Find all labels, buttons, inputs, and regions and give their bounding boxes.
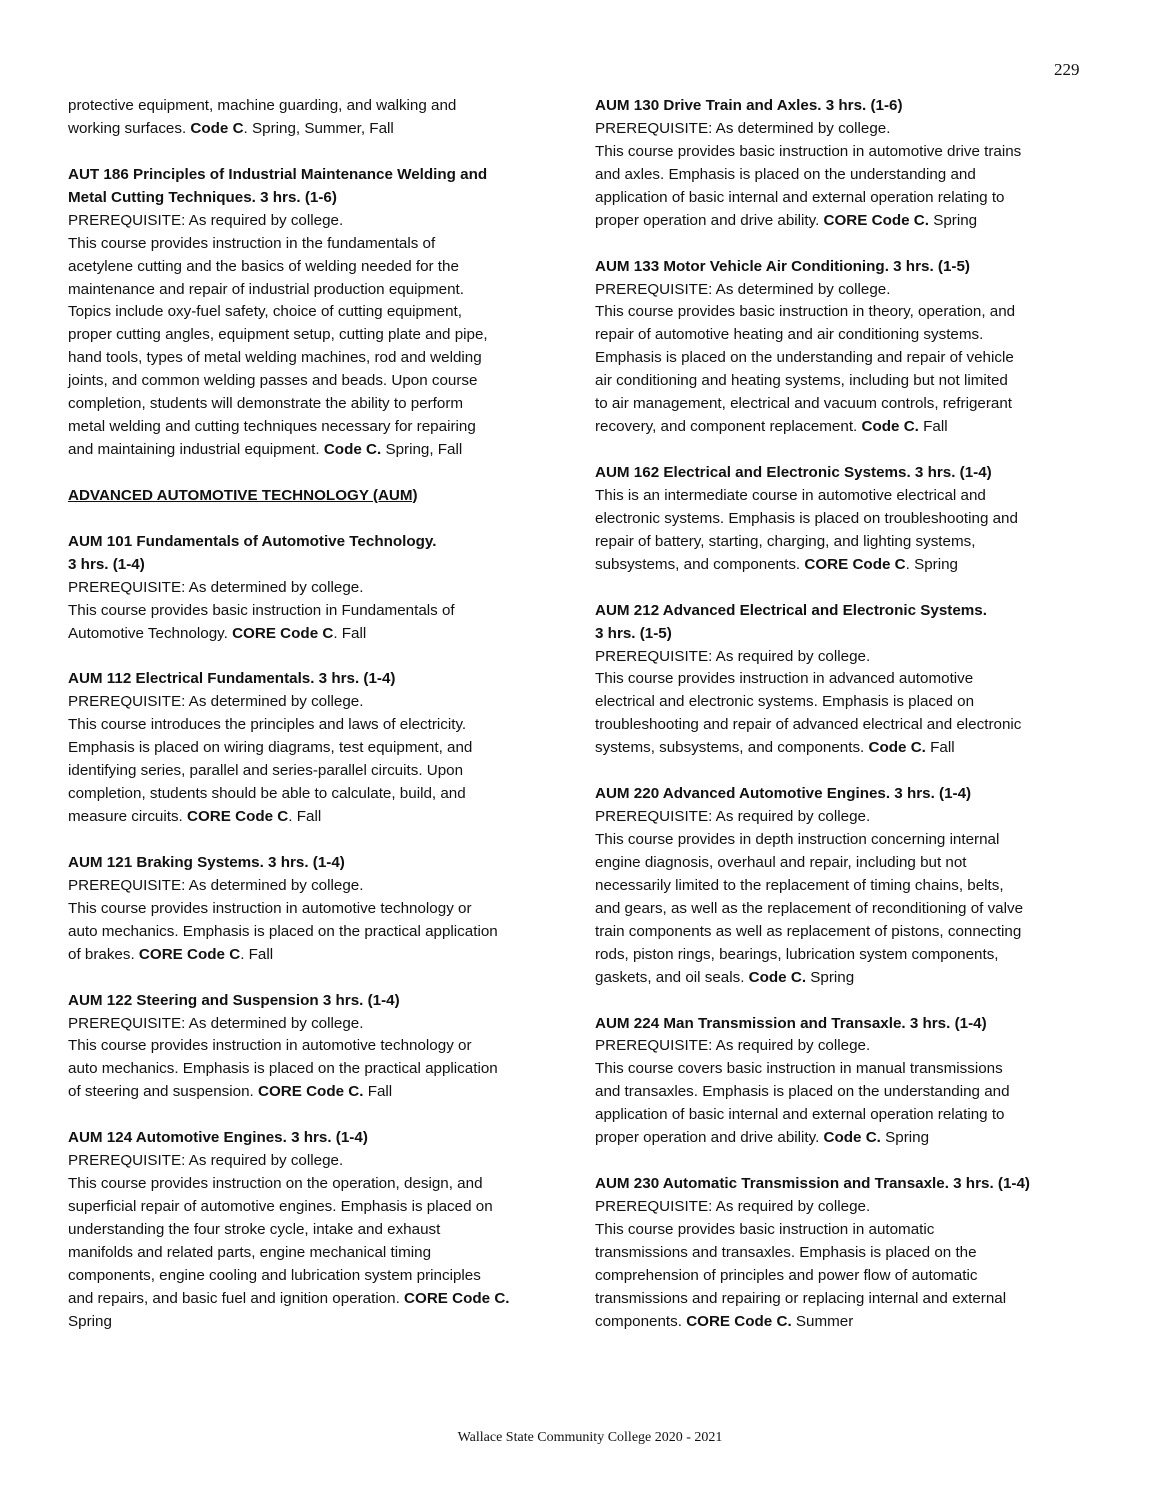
text-line — [68, 623, 568, 646]
text-run: This course provides basic instruction in automotive drive trains — [595, 142, 1022, 160]
page-number: 229 — [1054, 60, 1080, 79]
text-line — [68, 577, 568, 600]
text-run: completion, students will demonstrate the ability to perform — [68, 395, 464, 413]
text-run: superficial repair of automotive engines. Emphasis is placed on — [68, 1198, 493, 1215]
text-run: proper operation and drive ability. — [595, 1129, 824, 1147]
text-line — [68, 485, 568, 508]
text-line — [68, 256, 568, 279]
text-line — [595, 210, 1095, 233]
blank-line — [595, 233, 1095, 256]
text-run: This course provides instruction in automotive technology or — [68, 899, 472, 917]
text-line — [68, 1219, 568, 1242]
text-line — [595, 1058, 1095, 1081]
bold-text: Code C. — [323, 441, 382, 459]
text-run: and maintaining industrial equipment. — [68, 441, 324, 459]
text-line — [68, 921, 568, 944]
text-line — [595, 301, 1095, 324]
text-run: necessarily limited to the replacement of timing chains, belts, — [595, 876, 1004, 894]
text-run: PREREQUISITE: As determined by college. — [68, 876, 364, 894]
text-run: This course provides instruction in the fundamentals of — [68, 234, 436, 252]
text-line — [68, 898, 568, 921]
text-line — [595, 829, 1095, 852]
text-line — [68, 1035, 568, 1058]
blank-line — [595, 990, 1095, 1013]
text-line — [68, 691, 568, 714]
blank-line — [68, 1104, 568, 1127]
bold-text: AUM 162 Electrical and Electronic Systems. 3 hrs. (1-4) — [595, 464, 992, 481]
text-run: . Spring, Summer, Fall — [243, 119, 394, 137]
text-line — [68, 737, 568, 760]
text-run: PREREQUISITE: As determined by college. — [68, 1014, 364, 1032]
text-run: This course provides basic instruction in Fundamentals of — [68, 601, 455, 619]
blank-line — [68, 508, 568, 531]
text-run: Spring — [806, 968, 855, 986]
text-line — [68, 1196, 568, 1219]
text-line — [68, 95, 568, 118]
text-run: to air management, electrical and vacuum controls, refrigerant — [595, 395, 1013, 413]
text-line — [595, 554, 1095, 577]
text-run: PREREQUISITE: As required by college. — [595, 1037, 871, 1055]
text-run: This course provides instruction in automotive technology or — [68, 1037, 472, 1055]
text-line — [68, 164, 568, 187]
blank-line — [595, 577, 1095, 600]
text-run: Fall — [918, 418, 948, 436]
bold-text: AUM 224 Man Transmission and Transaxle. 3 hrs. (1-4) — [595, 1014, 987, 1032]
text-line — [68, 1081, 568, 1104]
section-heading: ADVANCED AUTOMOTIVE TECHNOLOGY (AUM) — [68, 486, 418, 504]
text-line — [595, 370, 1095, 393]
text-run: components, engine cooling and lubrication system principles — [68, 1266, 481, 1284]
bold-text: CORE Code C — [232, 624, 334, 642]
text-run: acetylene cutting and the basics of welding needed for the — [68, 257, 459, 275]
text-run: electrical and electronic systems. Emphasis is placed on — [595, 693, 975, 711]
text-run: recovery, and component replacement. — [595, 418, 862, 436]
text-run: Summer — [791, 1312, 854, 1330]
bold-text: AUM 122 Steering and Suspension 3 hrs. (1-4) — [68, 991, 400, 1009]
bold-text: CORE Code C — [187, 808, 289, 826]
text-run: and repairs, and basic fuel and ignition operation. — [68, 1289, 405, 1307]
bold-text: Code C. — [748, 968, 807, 986]
bold-text: AUM 124 Automotive Engines. 3 hrs. (1-4) — [68, 1129, 368, 1147]
bold-text: 3 hrs. (1-5) — [595, 624, 672, 642]
bold-text: CORE Code C — [804, 555, 906, 573]
text-run: understanding the four stroke cycle, intake and exhaust — [68, 1220, 441, 1238]
text-line — [595, 852, 1095, 875]
bold-text: Code C. — [861, 418, 919, 436]
text-run: This course covers basic instruction in manual transmissions — [595, 1060, 1003, 1078]
text-line — [68, 760, 568, 783]
text-line — [68, 279, 568, 302]
text-line — [595, 279, 1095, 302]
text-line — [68, 393, 568, 416]
right-column — [595, 95, 1095, 1334]
text-line — [68, 806, 568, 829]
text-run: This course provides instruction on the operation, design, and — [68, 1175, 483, 1193]
text-line — [595, 783, 1095, 806]
bold-text: 3 hrs. (1-4) — [68, 555, 145, 573]
text-line — [595, 164, 1095, 187]
text-run: of brakes. — [68, 945, 139, 963]
text-run: and gears, as well as the replacement of reconditioning of valve — [595, 899, 1024, 917]
text-line — [68, 852, 568, 875]
bold-text: Code C. — [823, 1129, 881, 1147]
blank-line — [68, 462, 568, 485]
bold-text: AUT 186 Principles of Industrial Maintenance Welding and — [68, 165, 488, 183]
text-run: metal welding and cutting techniques necessary for repairing — [68, 418, 476, 436]
text-run: . Fall — [240, 945, 274, 963]
text-run: gaskets, and oil seals. — [595, 968, 749, 986]
text-run: . Fall — [288, 808, 322, 826]
text-line — [595, 95, 1095, 118]
text-line — [68, 1288, 568, 1311]
text-run: and axles. Emphasis is placed on the understanding and — [595, 165, 976, 183]
text-line — [595, 485, 1095, 508]
text-run: PREREQUISITE: As required by college. — [595, 1198, 871, 1215]
bold-text: AUM 130 Drive Train and Axles. 3 hrs. (1-6) — [595, 97, 903, 114]
text-line — [68, 1173, 568, 1196]
text-run: systems, subsystems, and components. — [595, 739, 869, 757]
text-run: repair of battery, starting, charging, and lighting systems, — [595, 532, 976, 550]
text-line — [595, 1242, 1095, 1265]
text-run: of steering and suspension. — [68, 1083, 258, 1101]
text-line — [68, 668, 568, 691]
text-line — [68, 416, 568, 439]
text-line — [595, 118, 1095, 141]
text-run: Spring — [880, 1129, 930, 1147]
text-line — [595, 967, 1095, 990]
text-line — [68, 1311, 568, 1334]
text-line — [595, 1104, 1095, 1127]
text-line — [595, 875, 1095, 898]
text-line — [68, 1058, 568, 1081]
text-run: This course provides basic instruction in theory, operation, and — [595, 303, 1016, 321]
text-run: auto mechanics. Emphasis is placed on the practical application — [68, 922, 498, 940]
text-line — [68, 554, 568, 577]
text-line — [68, 1013, 568, 1036]
text-run: identifying series, parallel and series-parallel circuits. Upon — [68, 762, 464, 780]
text-line — [595, 1311, 1095, 1334]
text-line — [595, 416, 1095, 439]
text-line — [595, 324, 1095, 347]
text-line — [595, 944, 1095, 967]
text-line — [595, 737, 1095, 760]
text-run: This course provides basic instruction in automatic — [595, 1220, 935, 1238]
text-line — [68, 187, 568, 210]
text-line — [68, 990, 568, 1013]
text-line — [595, 347, 1095, 370]
text-run: repair of automotive heating and air conditioning systems. — [595, 326, 984, 344]
blank-line — [595, 439, 1095, 462]
bold-text: AUM 230 Automatic Transmission and Transaxle. 3 hrs. (1-4) — [595, 1175, 1030, 1193]
text-line — [595, 462, 1095, 485]
text-run: Topics include oxy-fuel safety, choice of cutting equipment, — [68, 303, 462, 321]
text-run: transmissions and transaxles. Emphasis is placed on the — [595, 1243, 977, 1261]
bold-text: AUM 133 Motor Vehicle Air Conditioning. 3 hrs. (1-5) — [595, 257, 970, 275]
bold-text: CORE Code C — [138, 945, 241, 963]
text-run: . Spring — [905, 555, 958, 573]
text-line — [68, 233, 568, 256]
blank-line — [68, 967, 568, 990]
bold-text: CORE Code C. — [686, 1312, 792, 1330]
text-run: manifolds and related parts, engine mechanical timing — [68, 1243, 432, 1261]
text-run: proper cutting angles, equipment setup, cutting plate and pipe, — [68, 326, 488, 344]
text-run: air conditioning and heating systems, including but not limited — [595, 372, 1008, 390]
text-line — [68, 347, 568, 370]
text-run: measure circuits. — [68, 808, 188, 826]
text-run: train components as well as replacement of pistons, connecting — [595, 922, 1022, 940]
text-run: working surfaces. — [68, 119, 191, 137]
text-line — [595, 691, 1095, 714]
text-run: PREREQUISITE: As determined by college. — [68, 578, 364, 596]
text-run: and transaxles. Emphasis is placed on the understanding and — [595, 1083, 1010, 1101]
text-run: transmissions and repairing or replacing internal and external — [595, 1289, 1007, 1307]
bold-text: AUM 212 Advanced Electrical and Electronic Systems. — [595, 601, 987, 619]
text-run: auto mechanics. Emphasis is placed on the practical application — [68, 1060, 498, 1078]
text-line — [595, 393, 1095, 416]
text-line — [68, 714, 568, 737]
text-line — [595, 1035, 1095, 1058]
bold-text: Code C. — [868, 739, 926, 757]
blank-line — [595, 760, 1095, 783]
text-run: troubleshooting and repair of advanced electrical and electronic — [595, 716, 1022, 734]
text-line — [68, 439, 568, 462]
text-run: Automotive Technology. — [68, 624, 233, 642]
page-footer: Wallace State Community College 2020 - 2021 — [457, 1430, 723, 1445]
text-line — [68, 531, 568, 554]
text-line — [595, 668, 1095, 691]
text-run: This course introduces the principles and laws of electricity. — [68, 716, 467, 734]
text-run: PREREQUISITE: As determined by college. — [595, 119, 891, 137]
text-line — [68, 1242, 568, 1265]
text-run: components. — [595, 1312, 687, 1330]
text-line — [68, 301, 568, 324]
text-line — [68, 783, 568, 806]
text-run: completion, students should be able to calculate, build, and — [68, 785, 466, 803]
text-line — [68, 875, 568, 898]
text-run: electronic systems. Emphasis is placed on troubleshooting and — [595, 509, 1018, 527]
text-line — [595, 1081, 1095, 1104]
text-run: Emphasis is placed on wiring diagrams, test equipment, and — [68, 739, 473, 757]
text-run: This course provides instruction in advanced automotive — [595, 670, 974, 688]
text-line — [68, 370, 568, 393]
bold-text: AUM 121 Braking Systems. 3 hrs. (1-4) — [68, 853, 345, 871]
text-line — [595, 646, 1095, 669]
text-line — [595, 623, 1095, 646]
text-run: PREREQUISITE: As required by college. — [595, 808, 871, 826]
text-run: PREREQUISITE: As required by college. — [595, 647, 871, 665]
blank-line — [68, 829, 568, 852]
text-run: protective equipment, machine guarding, and walking and — [68, 97, 457, 114]
text-run: proper operation and drive ability. — [595, 211, 824, 229]
text-line — [68, 944, 568, 967]
text-run: Emphasis is placed on the understanding and repair of vehicle — [595, 349, 1014, 367]
text-line — [595, 187, 1095, 210]
text-line — [595, 1288, 1095, 1311]
text-run: application of basic internal and external operation relating to — [595, 188, 1005, 206]
text-line — [595, 898, 1095, 921]
text-line — [595, 1173, 1095, 1196]
text-run: comprehension of principles and power flow of automatic — [595, 1266, 978, 1284]
text-run: hand tools, types of metal welding machines, rod and welding — [68, 349, 482, 367]
text-run: This course provides in depth instruction concerning internal — [595, 831, 1000, 848]
text-line — [68, 118, 568, 141]
bold-text: CORE Code C. — [257, 1083, 364, 1101]
text-line — [68, 600, 568, 623]
text-line — [595, 600, 1095, 623]
text-run: . Fall — [333, 624, 367, 642]
text-run: engine diagnosis, overhaul and repair, including but not — [595, 853, 967, 871]
text-run: PREREQUISITE: As required by college. — [68, 1152, 344, 1170]
bold-text: Code C — [190, 119, 244, 137]
text-run: PREREQUISITE: As required by college. — [68, 211, 344, 229]
text-line — [595, 714, 1095, 737]
text-line — [595, 508, 1095, 531]
text-line — [68, 210, 568, 233]
blank-line — [68, 141, 568, 164]
text-line — [595, 806, 1095, 829]
text-run: Spring — [68, 1312, 112, 1330]
text-line — [595, 256, 1095, 279]
bold-text: AUM 101 Fundamentals of Automotive Technology. — [68, 532, 437, 550]
text-run: Fall — [363, 1083, 393, 1101]
text-line — [595, 1013, 1095, 1036]
text-run: PREREQUISITE: As determined by college. — [68, 693, 364, 711]
text-line — [595, 921, 1095, 944]
text-run: joints, and common welding passes and beads. Upon course — [68, 372, 478, 390]
bold-text: AUM 112 Electrical Fundamentals. 3 hrs. (1-4) — [68, 670, 396, 688]
text-line — [68, 1127, 568, 1150]
blank-line — [595, 1150, 1095, 1173]
text-line — [595, 531, 1095, 554]
blank-line — [68, 646, 568, 669]
text-line — [68, 324, 568, 347]
text-line — [595, 141, 1095, 164]
bold-text: CORE Code C. — [404, 1289, 510, 1307]
left-column — [68, 95, 568, 1334]
text-run: Fall — [925, 739, 955, 757]
text-run: application of basic internal and external operation relating to — [595, 1106, 1005, 1124]
text-run: This is an intermediate course in automotive electrical and — [595, 486, 986, 504]
bold-text: AUM 220 Advanced Automotive Engines. 3 hrs. (1-4) — [595, 785, 972, 803]
text-run: subsystems, and components. — [595, 555, 805, 573]
text-line — [595, 1127, 1095, 1150]
text-line — [595, 1196, 1095, 1219]
text-run: Spring, Fall — [381, 441, 463, 459]
bold-text: Metal Cutting Techniques. 3 hrs. (1-6) — [68, 188, 337, 206]
bold-text: CORE Code C. — [823, 211, 929, 229]
text-run: PREREQUISITE: As determined by college. — [595, 280, 891, 298]
text-line — [68, 1150, 568, 1173]
text-run: maintenance and repair of industrial production equipment. — [68, 280, 464, 298]
text-line — [595, 1219, 1095, 1242]
text-run: Spring — [929, 211, 978, 229]
text-line — [595, 1265, 1095, 1288]
text-line — [68, 1265, 568, 1288]
text-run: rods, piston rings, bearings, lubrication system components, — [595, 945, 999, 963]
